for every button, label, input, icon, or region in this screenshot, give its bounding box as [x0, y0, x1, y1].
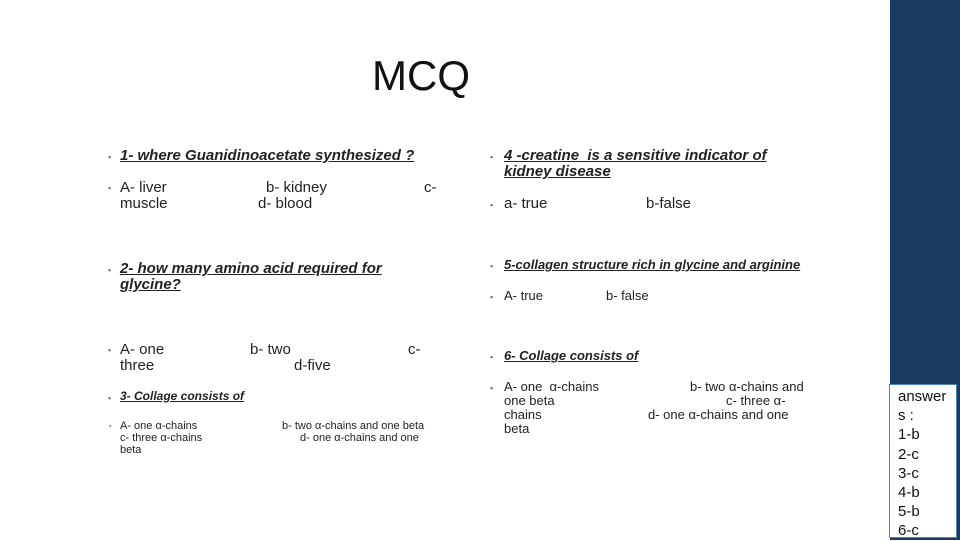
q2-option-c: c- [408, 341, 421, 358]
answer-item: 2-c [898, 445, 919, 463]
q4-option-a: a- true [504, 195, 548, 212]
q6-option-d: d- one α-chains and one [648, 407, 789, 422]
q3-option-a: A- one α-chains [120, 420, 198, 432]
bullet-q6-options: ▪ [490, 383, 494, 393]
bullet-q5: ▪ [490, 261, 494, 271]
question-1: 1- where Guanidinoacetate synthesized ? [120, 147, 415, 164]
question-2-cont: glycine? [120, 276, 181, 293]
q1-option-b: b- kidney [266, 179, 327, 196]
bullet-q2: ▪ [108, 265, 112, 275]
q4-option-b: b-false [646, 195, 692, 212]
bullet-q4: ▪ [490, 152, 494, 162]
q2-option-c-cont: three [120, 357, 155, 374]
answer-item: 4-b [898, 484, 920, 502]
q3-option-c: c- three α-chains [120, 432, 203, 444]
answer-item: 1-b [898, 426, 920, 444]
question-3: 3- Collage consists of [120, 389, 245, 403]
question-6: 6- Collage consists of [504, 348, 639, 363]
answer-item: 6-c [898, 522, 919, 540]
answer-key-box [889, 384, 957, 538]
q2-option-a: A- one [120, 341, 165, 358]
q6-option-c: c- three α- [726, 393, 786, 408]
bullet-q6: ▪ [490, 352, 494, 362]
q3-option-d: d- one α-chains and one [300, 432, 419, 444]
q6-option-c-cont: chains [504, 407, 542, 422]
page-title: MCQ [372, 52, 470, 99]
answer-item: 3-c [898, 464, 919, 482]
q1-option-d: d- blood [258, 195, 313, 212]
q5-option-b: b- false [606, 288, 649, 303]
q6-option-d-cont: beta [504, 421, 530, 436]
q2-option-b: b- two [250, 341, 291, 358]
bullet-q4-options: ▪ [490, 200, 494, 210]
answer-key-label: answer [898, 388, 947, 405]
q3-option-b: b- two α-chains and one beta [282, 420, 425, 432]
q1-option-c-cont: muscle [120, 195, 168, 212]
q6-option-b: b- two α-chains and [690, 379, 804, 394]
answer-item: 5-b [898, 503, 920, 521]
bullet-q2-options: ▪ [108, 345, 112, 355]
q2-option-d: d-five [294, 357, 331, 374]
q1-option-a: A- liver [120, 179, 167, 196]
q1-option-c: c- [424, 179, 437, 196]
bullet-q3: ▪ [108, 393, 112, 403]
question-5: 5-collagen structure rich in glycine and arginine [504, 257, 801, 272]
q3-option-d-cont: beta [120, 444, 142, 456]
bullet-q1: ▪ [108, 152, 112, 162]
bullet-q3-options: ▪ [109, 423, 112, 430]
question-2: 2- how many amino acid required for [120, 260, 382, 277]
answer-key-label-cont: s : [898, 407, 914, 425]
question-4: 4 -creatine is a sensitive indicator of [504, 147, 767, 164]
bullet-q5-options: ▪ [490, 292, 494, 302]
q5-option-a: A- true [504, 288, 544, 303]
bullet-q1-options: ▪ [108, 183, 112, 193]
q6-option-b-cont: one beta [504, 393, 555, 408]
question-4-cont: kidney disease [504, 163, 611, 180]
q6-option-a: A- one α-chains [504, 379, 599, 394]
